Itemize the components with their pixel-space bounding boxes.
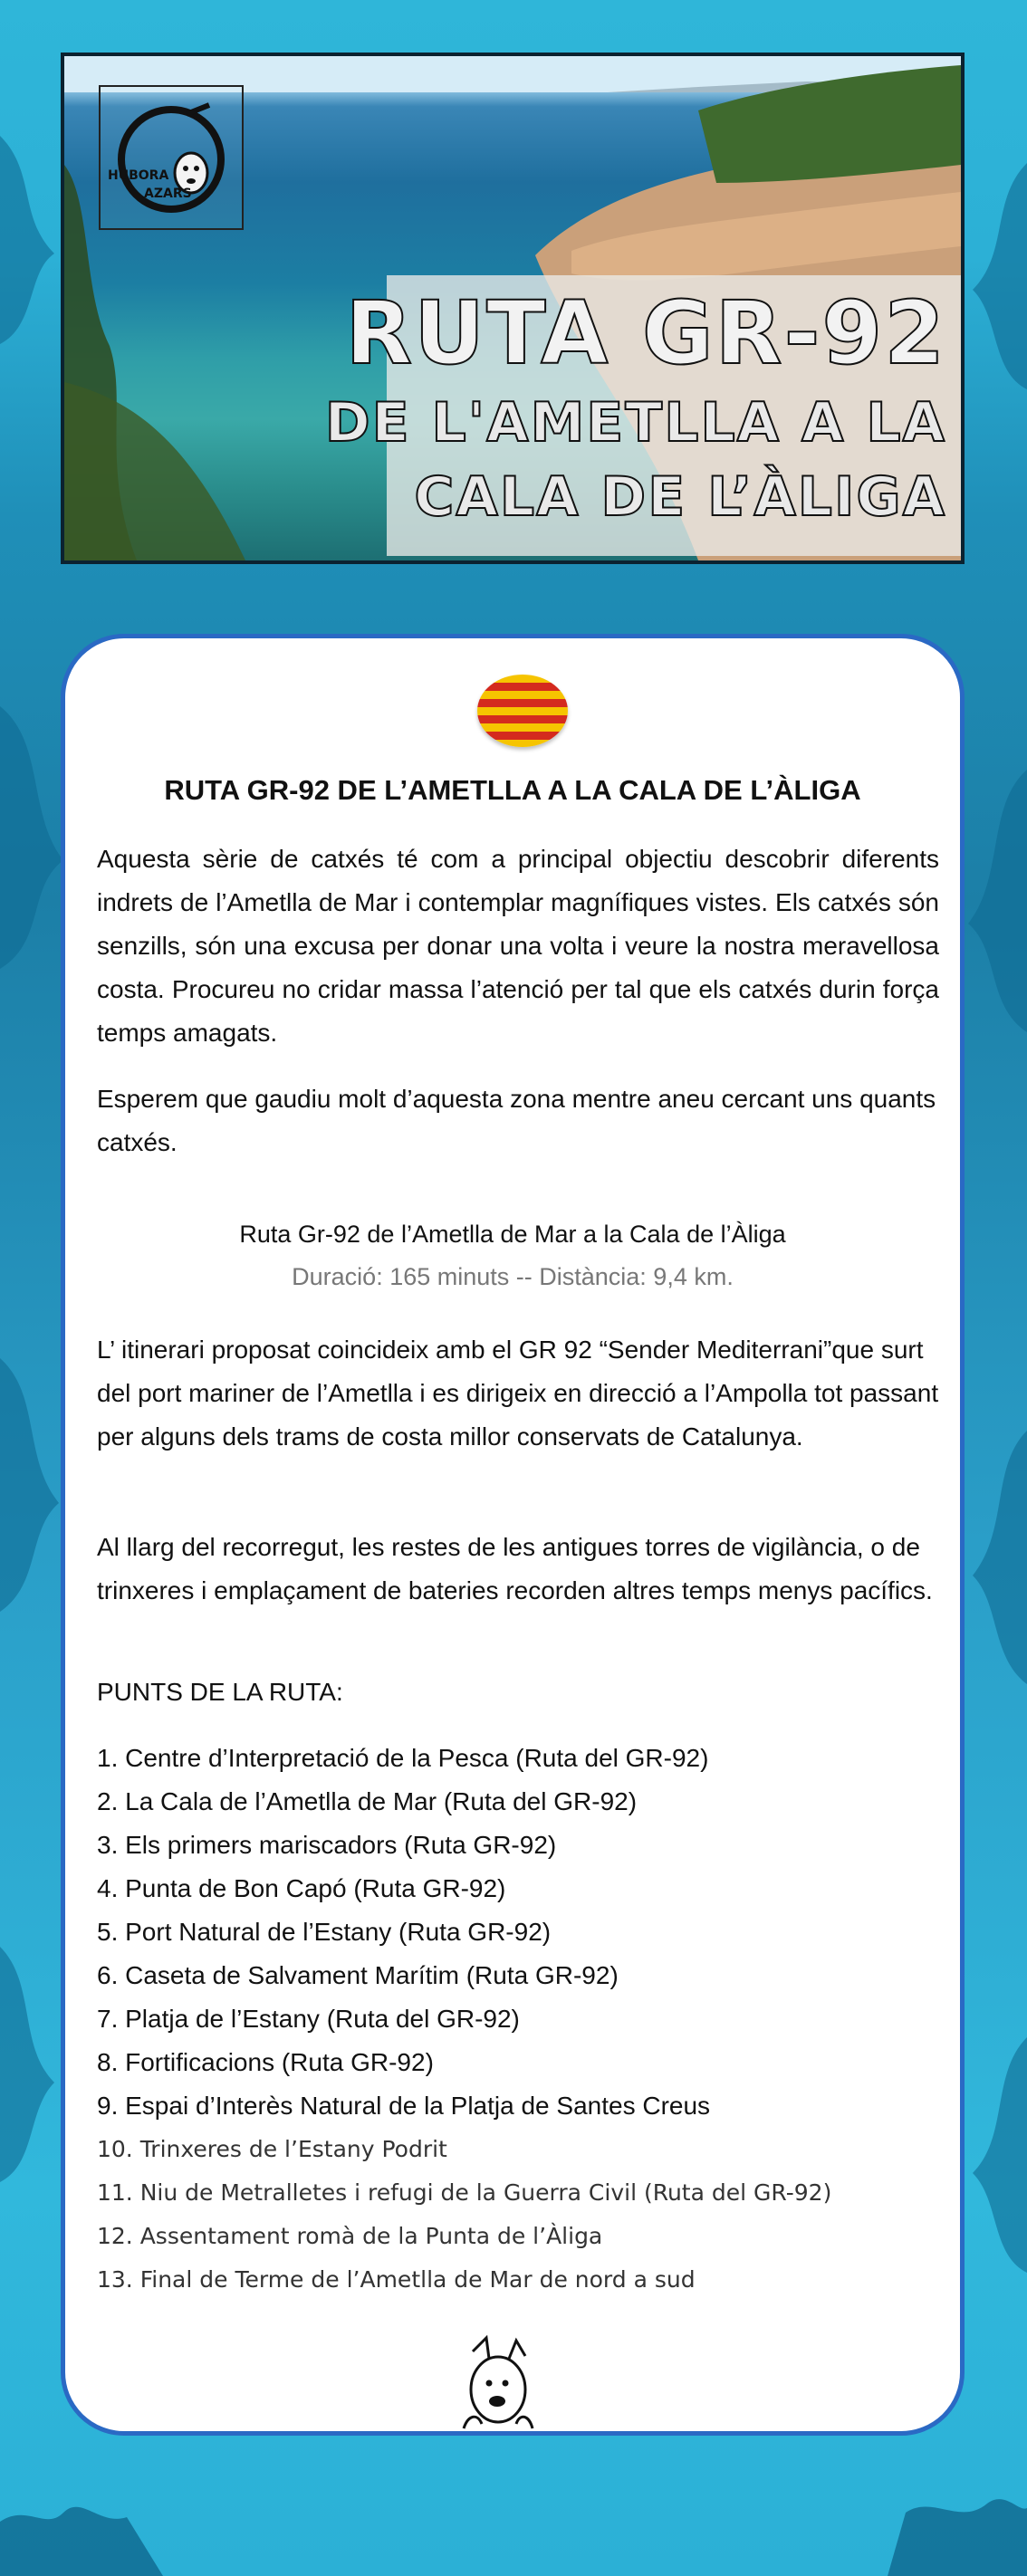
page-title: RUTA GR-92 DE L’AMETLLA A LA CALA DE L’ÀLIGA: [164, 774, 861, 806]
route-name: Ruta Gr-92 de l’Ametlla de Mar a la Cala de l’Àliga: [239, 1221, 786, 1248]
banner-title: RUTA GR-92: [345, 282, 946, 384]
list-item: 13. Final de Terme de l’Ametlla de Mar de nord a sud: [97, 2266, 696, 2293]
list-item: 8. Fortificacions (Ruta GR-92): [97, 2048, 434, 2076]
content-card: [61, 634, 965, 2436]
catalan-flag-icon: [477, 675, 568, 747]
list-item: 10. Trinxeres de l’Estany Podrit: [97, 2136, 447, 2162]
route-points-list: [97, 1737, 831, 2302]
banner-subtitle-line-2: CALA DE L’ÀLIGA: [414, 465, 946, 529]
list-item: 11. Niu de Metralletes i refugi de la Guerra Civil (Ruta del GR-92): [97, 2179, 832, 2206]
points-heading: PUNTS DE LA RUTA:: [97, 1678, 343, 1706]
header-banner: [61, 53, 965, 564]
dog-logo-icon: [101, 87, 242, 228]
list-item: 7. Platja de l’Estany (Ruta del GR-92): [97, 2005, 520, 2033]
history-paragraph: Al llarg del recorregut, les restes de les antigues torres de vigilància, o de trinxeres i emplaçament de bateries recorden altres temps menys pacífics.: [97, 1533, 933, 1604]
itinerary-paragraph: L’ itinerari proposat coincideix amb el GR 92 “Sender Mediterrani”que surt del port mariner de l’Ametlla i es dirigeix en direcció a l’Ampolla tot passant per alguns dels trams de costa millor conservats de Catalunya.: [97, 1336, 939, 1451]
list-item: 12. Assentament romà de la Punta de l’Àliga: [97, 2223, 603, 2249]
intro-paragraph: Aquesta sèrie de catxés té com a principal objectiu descobrir diferents indrets de l’Ametlla de Mar i contemplar magnífiques vistes. Els catxés són senzills, són una excusa per donar una volta i veure la nostra meravellosa costa. Procureu no cridar massa l’atenció per tal que els catxés durin força temps amagats.: [97, 845, 939, 1047]
list-item: 6. Caseta de Salvament Marítim (Ruta GR-92): [97, 1961, 619, 1989]
list-item: 2. La Cala de l’Ametlla de Mar (Ruta del GR-92): [97, 1787, 638, 1815]
list-item: 1. Centre d’Interpretació de la Pesca (Ruta del GR-92): [97, 1744, 709, 1772]
list-item: 5. Port Natural de l’Estany (Ruta GR-92): [97, 1918, 552, 1946]
banner-subtitle-line-1: DE L'AMETLLA A LA: [324, 391, 946, 455]
logo-text-azars: AZARS: [144, 187, 192, 201]
list-item: 4. Punta de Bon Capó (Ruta GR-92): [97, 1874, 506, 1902]
list-item: 3. Els primers mariscadors (Ruta GR-92): [97, 1831, 557, 1859]
dog-mascot-icon: [446, 2333, 545, 2433]
banner-title-box: [324, 275, 965, 556]
hubora-azars-logo: [99, 85, 244, 230]
coral-decoration-bottom: [0, 2440, 1027, 2576]
logo-text-hubora: HUBORA: [108, 168, 169, 183]
intro-paragraph-2: Esperem que gaudiu molt d’aquesta zona mentre aneu cercant uns quants catxés.: [97, 1085, 936, 1156]
seaweed-decoration-right: [955, 0, 1027, 2576]
route-stats: Duració: 165 minuts -- Distància: 9,4 km.: [292, 1263, 734, 1290]
list-item: 9. Espai d’Interès Natural de la Platja de Santes Creus: [97, 2092, 711, 2120]
